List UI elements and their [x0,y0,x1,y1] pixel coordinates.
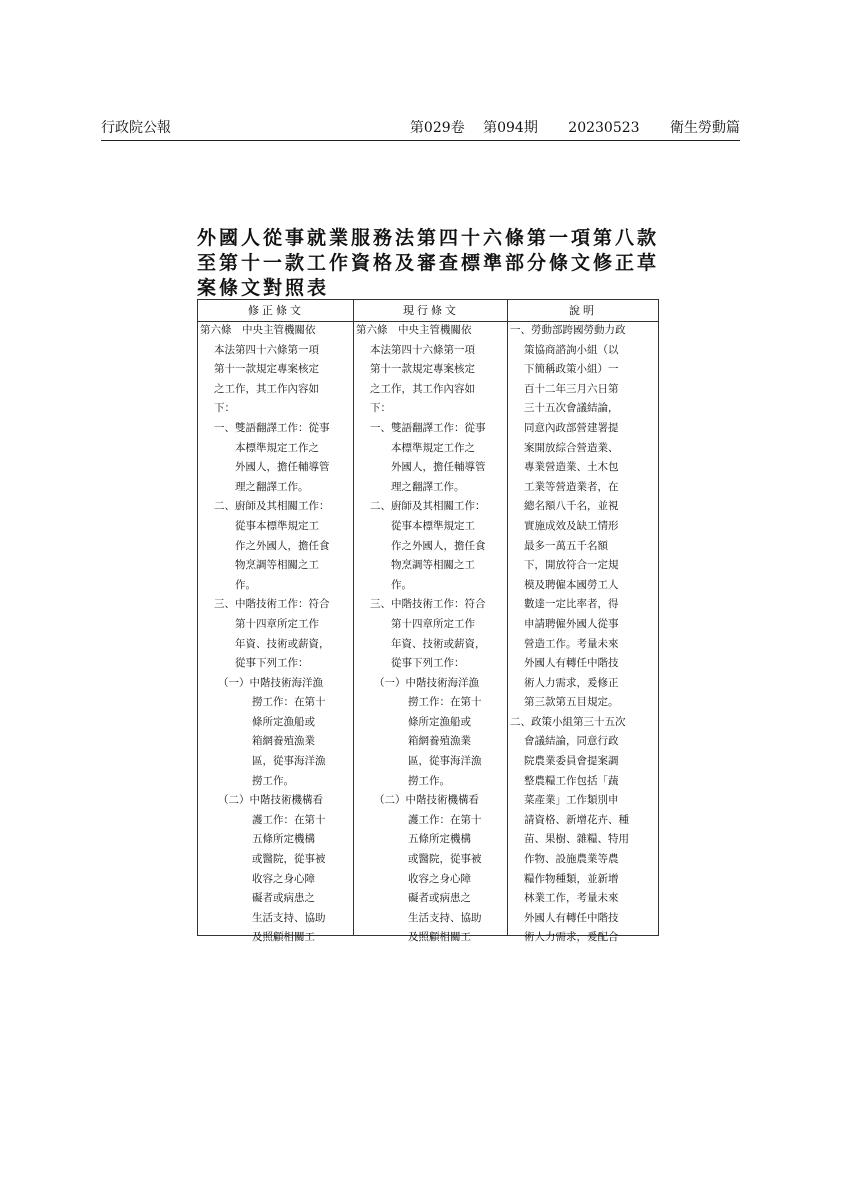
text-line: 外國人有轉任中階技 [524,657,619,670]
text-line: 或醫院，從事被 [408,853,482,866]
text-line: 下： [214,402,235,415]
text-line: 二、廚師及其相關工作： [370,500,486,513]
text-line: 年資、技術或薪資， [235,637,330,650]
publication-name: 行政院公報 [101,120,171,136]
text-line: 作物、設施農業等農 [524,853,619,866]
text-line: 下： [370,402,391,415]
text-line: 同意內政部營建署提 [524,421,619,434]
text-line: 從事本標準規定工 [391,519,475,532]
text-line: 物烹調等相關之工 [391,559,475,572]
text-line: 第十四章所定工作 [235,617,319,630]
text-line: 本法第四十六條第一項 [214,343,319,356]
text-line: 作之外國人，擔任食 [391,539,486,552]
text-line: 一、雙語翻譯工作：從事 [370,421,486,434]
text-line: 護工作：在第十 [252,813,326,826]
title-line: 外國人從事就業服務法第四十六條第一項第八款 [197,227,660,249]
text-line: 撈工作：在第十 [252,696,326,709]
text-line: 本標準規定工作之 [391,441,475,454]
volume-number: 第029卷 [409,120,465,136]
text-line: 外國人，擔任輔導管 [391,461,486,474]
text-line: 之工作，其工作內容如 [214,382,319,395]
text-line: 下簡稱政策小組）一 [524,363,619,376]
text-line: 二、廚師及其相關工作： [214,500,330,513]
header-amended: 修正條文 [248,304,304,317]
title-line: 案條文對照表 [197,277,330,299]
text-line: 第十一款規定專案核定 [214,363,319,376]
text-line: 請資格、新增花卉、種 [524,813,629,826]
issue-number: 第094期 [483,120,538,136]
text-line: 理之翻譯工作。 [235,480,309,493]
text-line: 礙者或病患之 [408,892,471,905]
text-line: 生活支持、協助 [408,911,482,924]
text-line: 術人力需求，爰修正 [524,676,619,689]
column-divider [353,300,354,935]
text-line: 申請聘僱外國人從事 [524,617,619,630]
text-line: 區，從事海洋漁 [252,755,326,768]
text-line: 及照顧相關工 [252,931,315,944]
text-line: 礙者或病患之 [252,892,315,905]
text-line: 案開放綜合營造業、 [524,441,619,454]
text-line: 三、中階技術工作：符合 [370,598,486,611]
text-line: 本標準規定工作之 [235,441,319,454]
text-line: 箱網養殖漁業 [408,735,471,748]
text-line: 條所定漁船或 [252,715,315,728]
publication-date: 20230523 [568,120,640,136]
page-header [101,118,740,141]
document-title [197,226,667,301]
text-line: 外國人，擔任輔導管 [235,461,330,474]
text-line: 院農業委員會提案調 [524,755,619,768]
text-line: 總名額八千名，並視 [524,500,619,513]
text-line: 林業工作，考量未來 [524,892,619,905]
text-line: 一、雙語翻譯工作：從事 [214,421,330,434]
text-line: 工業等營造業者，在 [524,480,619,493]
text-line: 第十四章所定工作 [391,617,475,630]
table-header-row [198,300,658,322]
text-line: 第三款第五目規定。 [524,696,619,709]
text-line: 或醫院，從事被 [252,853,326,866]
text-line: 第十一款規定專案核定 [370,363,475,376]
text-line: 條所定漁船或 [408,715,471,728]
text-line: 專業營造業、土木包 [524,461,619,474]
text-line: 從事下列工作： [391,657,465,670]
explanation-column [510,321,658,948]
text-line: 下，開放符合一定規 [524,559,619,572]
section-name: 衛生勞動篇 [670,120,740,136]
title-line: 至第十一款工作資格及審查標準部分條文修正草 [197,252,660,274]
text-line: 營造工作。考量未來 [524,637,619,650]
text-line: 第六條 中央主管機關依 [356,324,472,336]
issue-info [396,118,740,138]
header-explanation: 說明 [569,304,597,317]
text-line: 糧作物種類，並新增 [524,872,619,885]
amended-column [200,321,352,948]
text-line: 一、勞動部跨國勞動力政 [510,324,626,336]
text-line: 作之外國人，擔任食 [235,539,330,552]
text-line: 作。 [235,578,256,591]
comparison-table [197,299,659,944]
text-line: 本法第四十六條第一項 [370,343,475,356]
text-line: 物烹調等相關之工 [235,559,319,572]
text-line: 撈工作：在第十 [408,696,482,709]
text-line: 箱網養殖漁業 [252,735,315,748]
text-line: 理之翻譯工作。 [391,480,465,493]
text-line: 菜產業」工作類別申 [524,794,619,807]
text-line: （一）中階技術海洋漁 [218,676,323,689]
text-line: 作。 [391,578,412,591]
text-line: 撈工作。 [252,774,294,787]
text-line: 區，從事海洋漁 [408,755,482,768]
text-line: （一）中階技術海洋漁 [374,676,479,689]
text-line: 收容之身心障 [408,872,471,885]
text-line: 會議結論，同意行政 [524,735,619,748]
text-line: 從事本標準規定工 [235,519,319,532]
text-line: 之工作，其工作內容如 [370,382,475,395]
text-line: 模及聘僱本國勞工人 [524,578,619,591]
text-line: 及照顧相關工 [408,931,471,944]
text-line: 最多一萬五千名額 [524,539,608,552]
text-line: 護工作：在第十 [408,813,482,826]
text-line: 外國人有轉任中階技 [524,911,619,924]
text-line: 收容之身心障 [252,872,315,885]
text-line: 年資、技術或薪資， [391,637,486,650]
text-line: 二、政策小組第三十五次 [510,715,626,728]
header-current: 現行條文 [403,304,459,317]
text-line: 策協商諮詢小組（以 [524,343,619,356]
column-divider [507,300,508,935]
text-line: 第六條 中央主管機關依 [200,324,316,336]
text-line: 生活支持、協助 [252,911,326,924]
text-line: 實施成效及缺工情形 [524,519,619,532]
text-line: 從事下列工作： [235,657,309,670]
text-line: 三十五次會議結論， [524,402,619,415]
text-line: 三、中階技術工作：符合 [214,598,330,611]
text-line: （二）中階技術機構看 [218,794,323,807]
text-line: （二）中階技術機構看 [374,794,479,807]
text-line: 整農糧工作包括「蔬 [524,774,619,787]
text-line: 五條所定機構 [252,833,315,846]
text-line: 術人力需求，爰配合 [524,931,619,944]
current-column [356,321,506,948]
text-line: 五條所定機構 [408,833,471,846]
text-line: 撈工作。 [408,774,450,787]
text-line: 百十二年三月六日第 [524,382,619,395]
text-line: 苗、果樹、雜糧、特用 [524,833,629,846]
text-line: 數達一定比率者，得 [524,598,619,611]
